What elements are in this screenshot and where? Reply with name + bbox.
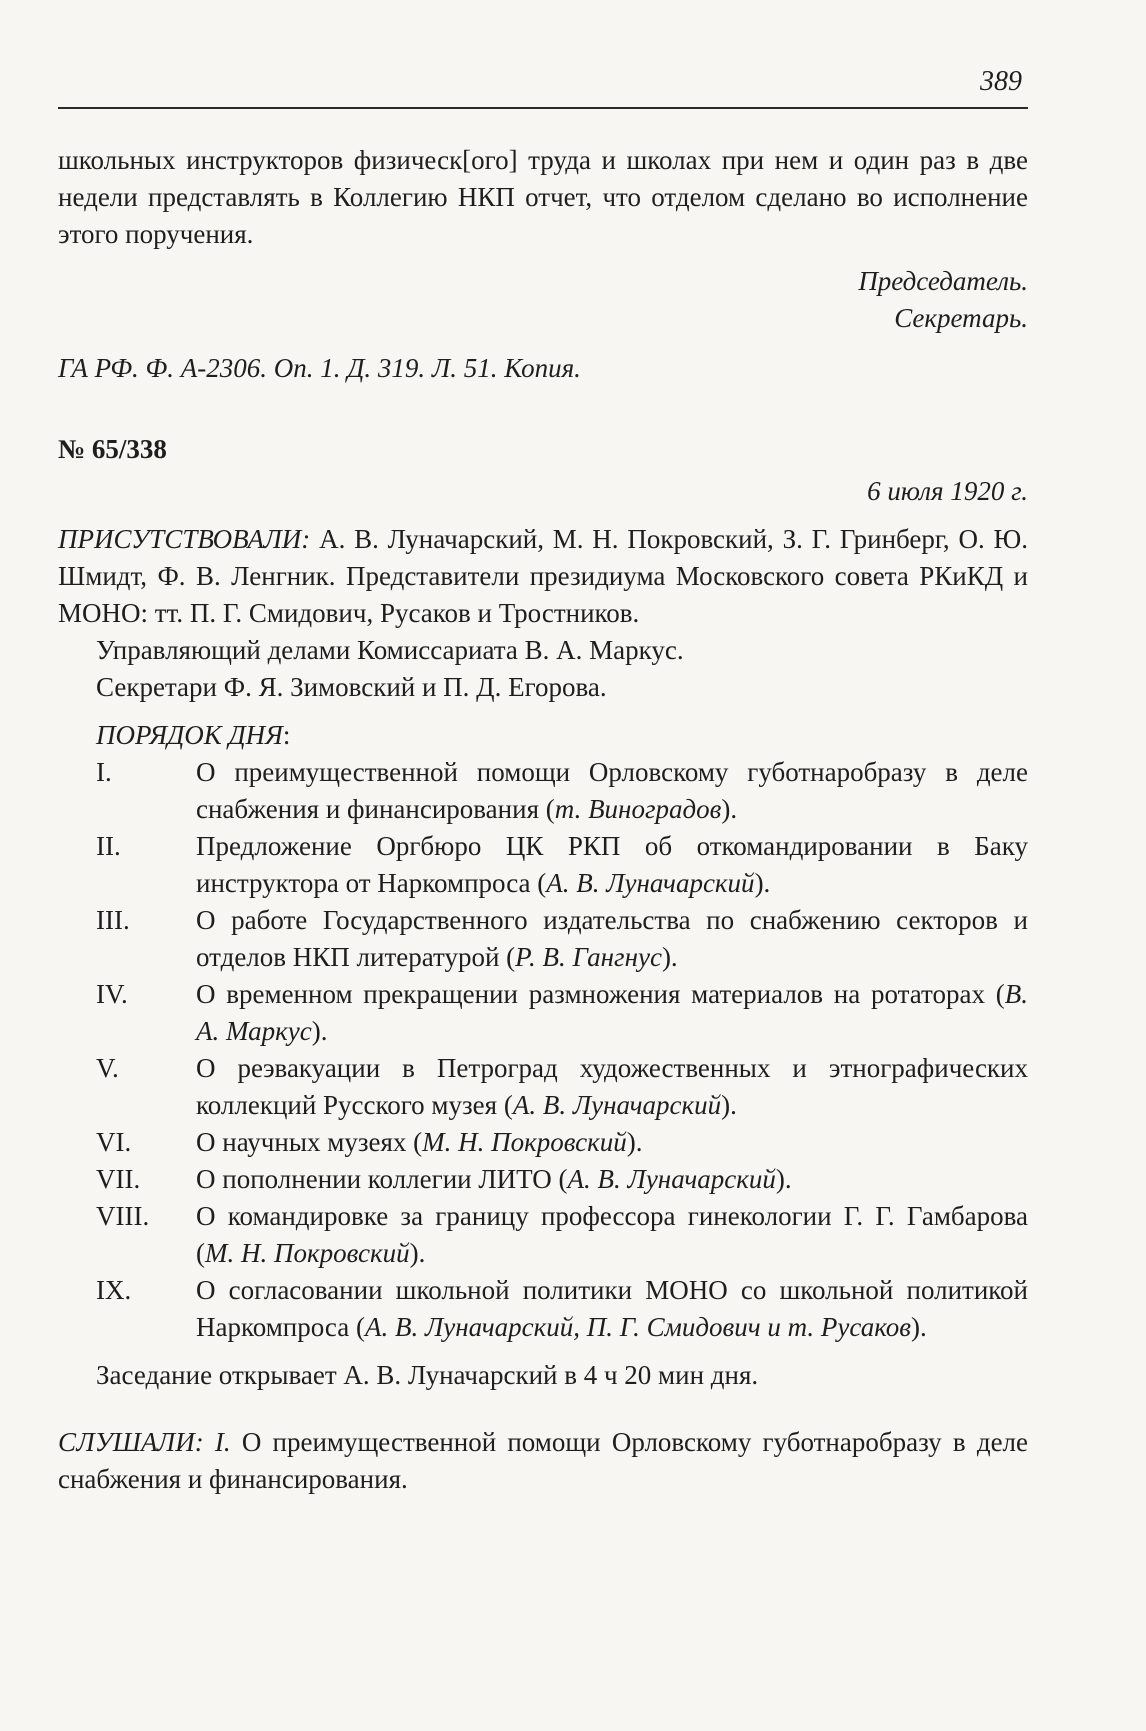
agenda-item: III. О работе Государственного издательства по снабжению секторов и отделов НКП литературой (Р. В. Гангнус). [96,905,1028,972]
page-number: 389 [980,66,1022,97]
heard-paragraph: СЛУШАЛИ: I. О преимущественной помощи Орловскому губотнаробразу в деле снабжения и финансирования. [58,1427,1029,1494]
header-rule [58,107,1028,109]
agenda-item: VI. О научных музеях (М. Н. Покровский). [96,1127,643,1157]
protocol-date: 6 июля 1920 г. [867,476,1028,506]
agenda-item: IV. О временном прекращении размножения материалов на ротаторах (В. А. Маркус). [96,979,1028,1046]
secretaries-line: Секретари Ф. Я. Зимовский и П. Д. Егорова. [96,672,607,702]
agenda-item: VIII. О командировке за границу профессора гинекологии Г. Г. Гамбарова (М. Н. Покровский). [96,1201,1028,1268]
agenda-item: VII. О пополнении коллегии ЛИТО (А. В. Луначарский). [96,1164,792,1194]
archive-reference: ГА РФ. Ф. А-2306. Оп. 1. Д. 319. Л. 51. Копия. [58,353,581,383]
agenda-item: IX. О согласовании школьной политики МОНО со школьной политикой Наркомпроса (А. В. Луначарский, П. Г. Смидович и т. Русаков). [96,1275,1028,1342]
agenda-list [58,754,1028,1346]
agenda-item: I. О преимущественной помощи Орловскому губотнаробразу в деле снабжения и финансирования (т. Виноградов). [96,757,1028,824]
agenda-item: II. Предложение Оргбюро ЦК РКП об откомандировании в Баку инструктора от Наркомпроса (А. В. Луначарский). [96,831,1028,898]
session-opening: Заседание открывает А. В. Луначарский в 4 ч 20 мин дня. [96,1360,759,1390]
present-text: А. В. Луначарский, М. Н. Покровский, З. Г. Гринберг, О. Ю. Шмидт, Ф. В. Ленгник. Представители президиума Московского совета РКиКД и МОНО: тт. П. Г. Смидович, Русаков и Тростников. [58,524,1028,628]
protocol-number: № 65/338 [58,434,167,464]
page-content [58,142,1028,1498]
intro-paragraph: школьных инструкторов физическ[ого] труда и школах при нем и один раз в две недели представлять в Коллегию НКП отчет, что отделом сделано во исполнение этого поручения. [58,145,1028,249]
present-paragraph [58,521,1028,632]
secretary-signature: Секретарь. [894,303,1028,333]
agenda-title: ПОРЯДОК ДНЯ: [96,720,291,750]
manager-line: Управляющий делами Комиссариата В. А. Маркус. [96,635,684,665]
chairman-signature: Председатель. [858,266,1028,296]
present-label: ПРИСУТСТВОВАЛИ: [58,524,311,554]
agenda-item: V. О реэвакуации в Петроград художественных и этнографических коллекций Русского музея (А. В. Луначарский). [96,1053,1028,1120]
